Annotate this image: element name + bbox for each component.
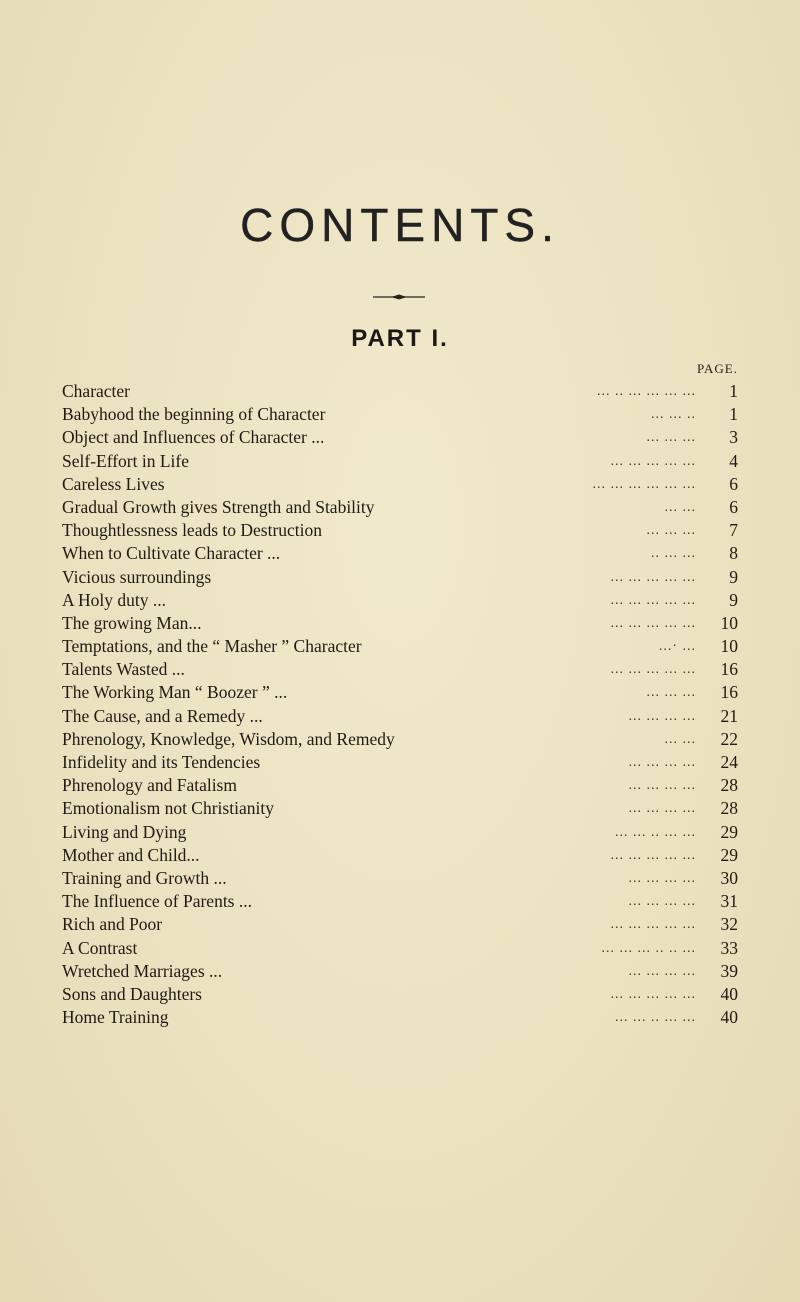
toc-entry-leader: ... ... ... ... ... ... <box>592 476 696 492</box>
toc-entry-title: The Working Man “ Boozer ” ... <box>62 682 288 703</box>
toc-entry-page: 1 <box>729 404 738 425</box>
toc-entry-page: 6 <box>729 473 738 494</box>
toc-entry-title: Self-Effort in Life <box>62 450 189 471</box>
toc-entry-title: Phrenology and Fatalism <box>62 775 237 796</box>
toc-entry <box>62 821 738 844</box>
toc-entry-leader: ... ... ... ... <box>628 708 696 724</box>
toc-entry-title: The Cause, and a Remedy ... <box>62 705 263 726</box>
toc-entry-leader: ... ... ... ... ... <box>610 917 696 933</box>
toc-entry <box>62 705 738 728</box>
toc-entry-leader: ... ... <box>664 731 696 747</box>
toc-entry-leader: ... ... <box>664 499 696 515</box>
toc-entry <box>62 844 738 867</box>
toc-entry-title: Training and Growth ... <box>62 867 227 888</box>
toc-entry-page: 39 <box>720 960 738 981</box>
toc-entry-page: 9 <box>729 566 738 587</box>
toc-entry-title: Sons and Daughters <box>62 983 202 1004</box>
toc-entry-title: Rich and Poor <box>62 914 163 935</box>
toc-entry-title: Living and Dying <box>62 821 187 842</box>
table-of-contents <box>62 380 738 1029</box>
toc-entry-title: Babyhood the beginning of Character <box>62 404 326 425</box>
toc-entry-leader: ... ... ... ... <box>628 894 696 910</box>
toc-entry-leader: ... ... .. ... ... <box>615 824 696 840</box>
toc-entry <box>62 566 738 589</box>
toc-entry-leader: ... ... ... ... ... <box>610 847 696 863</box>
toc-entry <box>62 751 738 774</box>
toc-entry-leader: ... ... ... .. .. ... <box>601 940 696 956</box>
toc-entry-leader: ...· ... <box>658 639 696 655</box>
toc-entry <box>62 473 738 496</box>
toc-entry-leader: ... ... ... ... <box>628 963 696 979</box>
toc-entry-page: 7 <box>729 520 738 541</box>
toc-entry <box>62 380 738 403</box>
toc-entry-title: Wretched Marriages ... <box>62 960 223 981</box>
toc-entry-title: Mother and Child... <box>62 844 200 865</box>
toc-entry-leader: ... ... ... <box>646 430 696 446</box>
toc-entry-title: A Contrast <box>62 937 138 958</box>
toc-entry-page: 33 <box>720 937 738 958</box>
toc-entry-page: 10 <box>720 612 738 633</box>
toc-entry-title: Object and Influences of Character ... <box>62 427 325 448</box>
toc-entry-page: 9 <box>729 589 738 610</box>
toc-entry-leader: ... .. ... ... ... ... <box>597 384 696 399</box>
toc-entry <box>62 983 738 1006</box>
toc-entry-page: 4 <box>729 450 738 471</box>
toc-entry-page: 1 <box>729 381 738 401</box>
toc-entry <box>62 1006 738 1029</box>
toc-entry-leader: ... ... ... ... ... <box>610 453 696 469</box>
toc-entry-title: A Holy duty ... <box>62 589 167 610</box>
toc-entry-leader: ... ... ... ... <box>628 778 696 794</box>
toc-entry <box>62 519 738 542</box>
toc-entry-page: 16 <box>720 682 738 703</box>
toc-entry-leader: ... ... .. ... ... <box>615 1010 696 1026</box>
ornament-divider-icon <box>373 294 425 300</box>
toc-entry-page: 31 <box>720 891 738 912</box>
toc-entry-title: Phrenology, Knowledge, Wisdom, and Remedy <box>62 728 395 749</box>
toc-entry-page: 28 <box>720 775 738 796</box>
toc-entry <box>62 403 738 426</box>
toc-entry-leader: ... ... ... ... ... <box>610 592 696 608</box>
toc-entry <box>62 890 738 913</box>
toc-entry <box>62 635 738 658</box>
toc-entry-page: 10 <box>720 636 738 657</box>
toc-entry <box>62 774 738 797</box>
toc-entry-title: Talents Wasted ... <box>62 659 185 680</box>
toc-entry-title: Character <box>62 381 131 401</box>
toc-entry-leader: ... ... ... ... ... <box>610 986 696 1002</box>
toc-entry-leader: .. ... ... <box>651 546 696 562</box>
toc-entry-leader: ... ... ... ... ... <box>610 615 696 631</box>
page-column-label: PAGE. <box>696 361 738 376</box>
toc-entry-page: 3 <box>729 427 738 448</box>
toc-entry <box>62 937 738 960</box>
toc-entry <box>62 589 738 612</box>
toc-entry-title: Careless Lives <box>62 473 165 494</box>
toc-entry-page: 29 <box>720 844 738 865</box>
toc-entry-title: Gradual Growth gives Strength and Stability <box>62 496 375 517</box>
toc-entry-page: 28 <box>720 798 738 819</box>
toc-entry-leader: ... ... .. <box>651 407 696 423</box>
toc-entry-page: 40 <box>720 983 738 1004</box>
toc-entry-leader: ... ... ... ... <box>628 755 696 770</box>
toc-entry <box>62 496 738 519</box>
toc-entry-page: 30 <box>720 867 738 888</box>
part-heading: PART I. <box>351 325 449 352</box>
toc-entry-leader: ... ... ... <box>646 685 696 701</box>
toc-entry-leader: ... ... ... ... <box>628 801 696 817</box>
toc-entry-title: The growing Man... <box>62 612 202 633</box>
toc-entry-leader: ... ... ... <box>646 523 696 539</box>
toc-entry <box>62 797 738 820</box>
toc-entry-page: 21 <box>720 705 738 726</box>
toc-entry-title: When to Cultivate Character ... <box>62 543 281 564</box>
toc-entry-leader: ... ... ... ... ... <box>610 662 696 678</box>
toc-entry-page: 24 <box>720 752 738 772</box>
toc-entry-title: Infidelity and its Tendencies <box>62 752 261 772</box>
toc-entry <box>62 867 738 890</box>
toc-entry <box>62 960 738 983</box>
toc-entry-title: Temptations, and the “ Masher ” Character <box>62 636 362 657</box>
toc-entry <box>62 450 738 473</box>
toc-entry <box>62 913 738 936</box>
toc-entry <box>62 658 738 681</box>
toc-entry <box>62 728 738 751</box>
toc-entry-title: Home Training <box>62 1007 169 1028</box>
toc-entry-title: The Influence of Parents ... <box>62 891 252 912</box>
toc-entry <box>62 426 738 449</box>
page-title: CONTENTS. <box>240 199 560 251</box>
toc-entry-page: 29 <box>720 821 738 842</box>
toc-entry-leader: ... ... ... ... ... <box>610 569 696 585</box>
toc-entry-page: 40 <box>720 1007 738 1028</box>
toc-entry <box>62 681 738 704</box>
toc-entry-page: 22 <box>720 728 738 749</box>
toc-entry-page: 32 <box>720 914 738 935</box>
toc-entry-title: Vicious surroundings <box>62 566 212 587</box>
toc-entry-page: 8 <box>729 543 738 564</box>
toc-entry-page: 6 <box>729 496 738 517</box>
toc-entry-title: Emotionalism not Christianity <box>62 798 274 819</box>
toc-entry-title: Thoughtlessness leads to Destruction <box>62 520 323 541</box>
toc-entry-leader: ... ... ... ... <box>628 870 696 886</box>
toc-entry <box>62 542 738 565</box>
toc-entry <box>62 612 738 635</box>
toc-entry-page: 16 <box>720 659 738 680</box>
